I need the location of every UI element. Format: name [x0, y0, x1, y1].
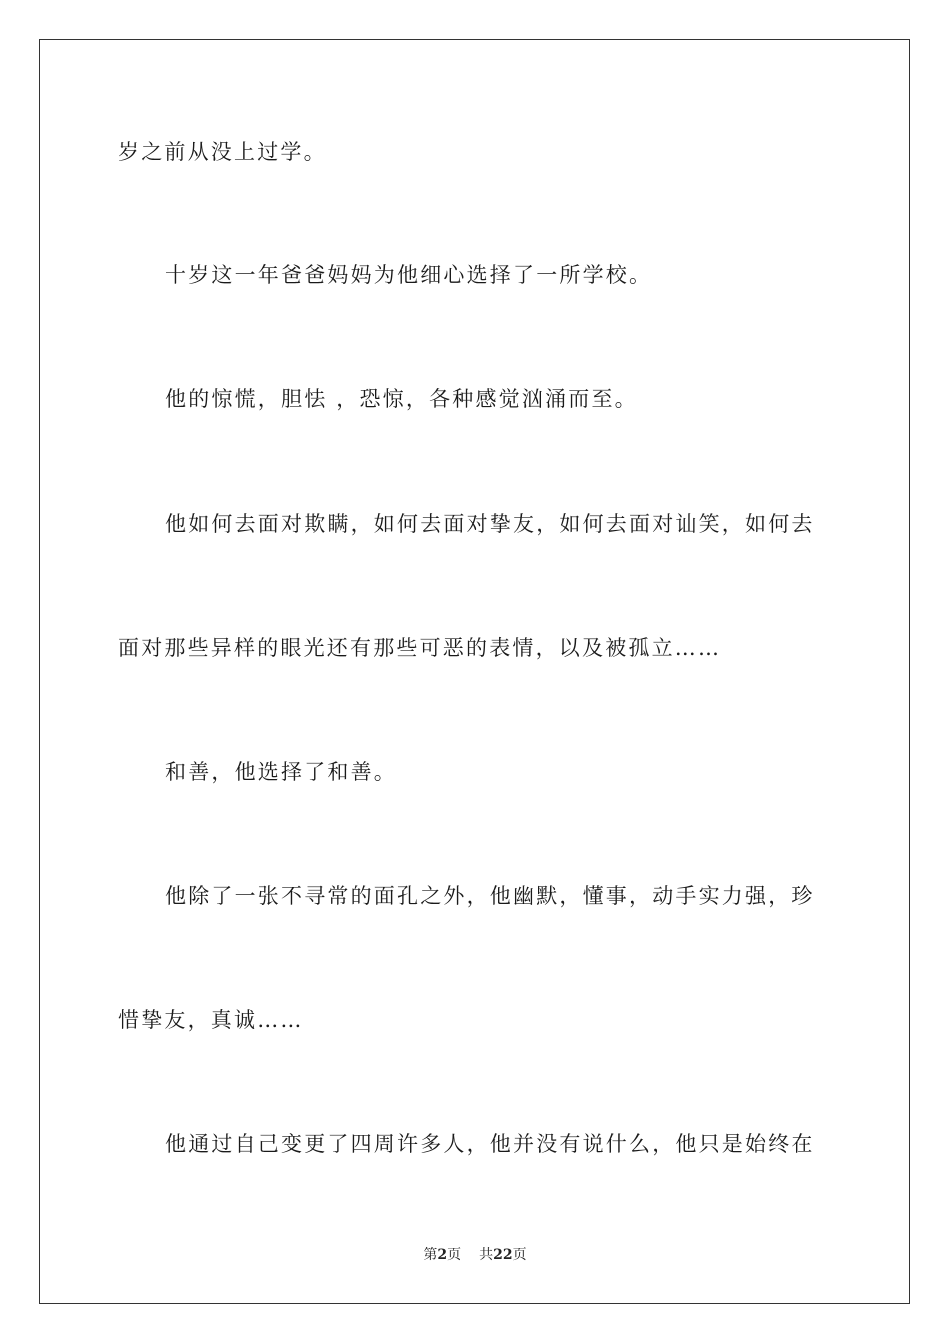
text-line-1: 岁之前从没上过学。	[118, 140, 327, 164]
page-footer	[0, 1245, 950, 1265]
footer-total-suffix: 页	[512, 1247, 527, 1263]
text-line-2: 十岁这一年爸爸妈妈为他细心选择了一所学校。	[165, 263, 653, 287]
text-line-7: 他除了一张不寻常的面孔之外，他幽默，懂事，动手实力强，珍	[165, 884, 815, 908]
footer-total-pages: 22	[493, 1247, 513, 1263]
text-line-6: 和善，他选择了和善。	[165, 760, 397, 784]
text-line-9: 他通过自己变更了四周许多人，他并没有说什么，他只是始终在	[165, 1132, 815, 1156]
text-line-8: 惜挚友，真诚……	[118, 1008, 304, 1032]
text-line-5: 面对那些异样的眼光还有那些可恶的表情，以及被孤立……	[118, 636, 722, 660]
text-line-4: 他如何去面对欺瞒，如何去面对挚友，如何去面对讪笑，如何去	[165, 512, 815, 536]
page-border	[39, 39, 910, 1304]
text-line-3: 他的惊慌，胆怯 ，恐惊，各种感觉汹涌而至。	[165, 387, 638, 411]
footer-page-suffix: 页	[447, 1247, 462, 1263]
footer-total-prefix: 共	[479, 1247, 494, 1263]
footer-page-number: 2	[437, 1247, 448, 1263]
footer-page-prefix: 第	[423, 1247, 438, 1263]
